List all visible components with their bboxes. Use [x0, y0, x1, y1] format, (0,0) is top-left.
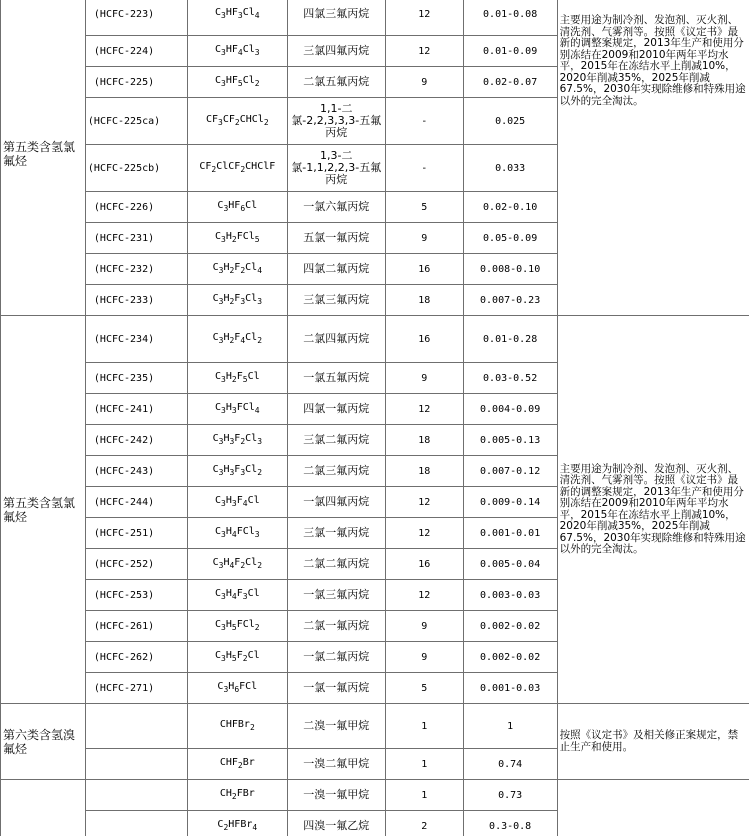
odp-range: 0.73 — [463, 780, 557, 811]
chemical-name: 四氯二氟丙烷 — [287, 254, 385, 285]
substance-code — [85, 780, 187, 811]
chemical-formula: CHFBr$_2$ — [187, 704, 287, 749]
odp-range: 0.007-0.12 — [463, 456, 557, 487]
substance-code: (HCFC-244) — [85, 487, 187, 518]
chemical-formula: $C_3H_3FCl_4$ — [187, 394, 287, 425]
chemical-name: 四溴一氟乙烷 — [287, 811, 385, 836]
policy-note: 按照《议定书》及相关修正案规定，禁止生产和使用。 — [557, 704, 749, 780]
odp-isomer-count: 12 — [385, 0, 463, 36]
chemical-formula: $CF_2ClCF_2CHClF$ — [187, 145, 287, 192]
odp-range: 0.3-0.8 — [463, 811, 557, 836]
chemical-name: 五氯一氟丙烷 — [287, 223, 385, 254]
odp-isomer-count: 16 — [385, 316, 463, 363]
chemical-formula: $C_3H_4F_2Cl_2$ — [187, 549, 287, 580]
substance-code: (HCFC-253) — [85, 580, 187, 611]
odp-isomer-count: 12 — [385, 394, 463, 425]
odp-range: 0.02-0.07 — [463, 67, 557, 98]
chemical-formula: $C_3H_4F_3Cl$ — [187, 580, 287, 611]
chemical-formula: $C_3H_4FCl_3$ — [187, 518, 287, 549]
odp-range: 0.007-0.23 — [463, 285, 557, 316]
chemical-name: 四氯三氟丙烷 — [287, 0, 385, 36]
odp-range: 0.05-0.09 — [463, 223, 557, 254]
table-row — [1, 704, 749, 749]
odp-range: 0.74 — [463, 749, 557, 780]
table-row — [1, 0, 749, 36]
odp-range: 0.033 — [463, 145, 557, 192]
odp-isomer-count: - — [385, 145, 463, 192]
odp-isomer-count: 18 — [385, 285, 463, 316]
substance-code: (HCFC-224) — [85, 36, 187, 67]
chemical-name: 一氯一氟丙烷 — [287, 673, 385, 704]
substance-code: (HCFC-262) — [85, 642, 187, 673]
chemical-name: 二氯一氟丙烷 — [287, 611, 385, 642]
substance-code: (HCFC-271) — [85, 673, 187, 704]
chemical-formula: $C_3H_5FCl_2$ — [187, 611, 287, 642]
odp-range: 0.001-0.01 — [463, 518, 557, 549]
category-cell — [1, 780, 86, 836]
substance-code — [85, 749, 187, 780]
substance-code: (HCFC-251) — [85, 518, 187, 549]
chemical-formula: $CHF_2Br$ — [187, 749, 287, 780]
chemical-formula: $C_3HF_3Cl_4$ — [187, 0, 287, 36]
table-row — [1, 316, 749, 363]
odp-isomer-count: 12 — [385, 487, 463, 518]
substance-code: (HCFC-232) — [85, 254, 187, 285]
substance-code: (HCFC-225ca) — [85, 98, 187, 145]
substance-code: (HCFC-226) — [85, 192, 187, 223]
chemical-formula: $C_3H_2FCl_5$ — [187, 223, 287, 254]
substance-code: (HCFC-243) — [85, 456, 187, 487]
odp-range: 0.01-0.08 — [463, 0, 557, 36]
odp-range: 0.005-0.04 — [463, 549, 557, 580]
odp-range: 0.01-0.28 — [463, 316, 557, 363]
odp-isomer-count: 12 — [385, 518, 463, 549]
chemical-formula: $C_3H_2F_2Cl_4$ — [187, 254, 287, 285]
substance-code: (HCFC-233) — [85, 285, 187, 316]
odp-isomer-count: 12 — [385, 36, 463, 67]
odp-range: 1 — [463, 704, 557, 749]
odp-isomer-count: 1 — [385, 780, 463, 811]
chemical-formula: $CF_3CF_2CHCl_2$ — [187, 98, 287, 145]
substance-code: (HCFC-225) — [85, 67, 187, 98]
odp-range: 0.008-0.10 — [463, 254, 557, 285]
category-cell: 第五类含氢氯氟烃 — [1, 316, 86, 704]
policy-note: 主要用途为制冷剂、发泡剂、灭火剂、清洗剂、气雾剂等。按照《议定书》最新的调整案规定，2013年生产和使用分别冻结在2009和2010年两年平均水平，2015年在冻结水平上削减10%，2020年削减35%，2025年削减67.5%，2030年实现除维修和特殊用途以外的完全淘汰。 — [557, 0, 749, 316]
policy-note — [557, 780, 749, 836]
odp-range: 0.025 — [463, 98, 557, 145]
chemical-name: 二氯三氟丙烷 — [287, 456, 385, 487]
substance-code: (HCFC-235) — [85, 363, 187, 394]
category-cell: 第五类含氢氯氟烃 — [1, 0, 86, 316]
odp-isomer-count: 9 — [385, 642, 463, 673]
odp-isomer-count: 5 — [385, 673, 463, 704]
odp-isomer-count: 18 — [385, 425, 463, 456]
chemical-name: 一氯四氟丙烷 — [287, 487, 385, 518]
odp-isomer-count: 18 — [385, 456, 463, 487]
chemical-name: 一氯二氟丙烷 — [287, 642, 385, 673]
chemical-name: 1,1-二氯-2,2,3,3,3-五氟丙烷 — [287, 98, 385, 145]
odp-isomer-count: 5 — [385, 192, 463, 223]
table-row — [1, 780, 749, 811]
odp-range: 0.005-0.13 — [463, 425, 557, 456]
chemical-name: 一氯五氟丙烷 — [287, 363, 385, 394]
chemical-formula: $C_3H_3F_3Cl_2$ — [187, 456, 287, 487]
odp-isomer-count: 12 — [385, 580, 463, 611]
odp-isomer-count: 2 — [385, 811, 463, 836]
substance-code — [85, 704, 187, 749]
chemical-formula: $C_3HF_6Cl$ — [187, 192, 287, 223]
chemical-formula: $C_3H_2F_5Cl$ — [187, 363, 287, 394]
table-body — [1, 0, 749, 836]
odp-isomer-count: 16 — [385, 254, 463, 285]
odp-isomer-count: 9 — [385, 363, 463, 394]
chemical-name: 一溴二氟甲烷 — [287, 749, 385, 780]
chemical-name: 二氯二氟丙烷 — [287, 549, 385, 580]
odp-range: 0.03-0.52 — [463, 363, 557, 394]
chemical-formula: $C_3H_2F_3Cl_3$ — [187, 285, 287, 316]
chemical-name: 三氯四氟丙烷 — [287, 36, 385, 67]
odp-range: 0.002-0.02 — [463, 642, 557, 673]
odp-range: 0.004-0.09 — [463, 394, 557, 425]
substance-code: (HCFC-252) — [85, 549, 187, 580]
chemical-formula: $C_2HFBr_4$ — [187, 811, 287, 836]
chemical-formula: $CH_2FBr$ — [187, 780, 287, 811]
chemical-name: 三氯二氟丙烷 — [287, 425, 385, 456]
chemical-formula: $C_3H_5F_2Cl$ — [187, 642, 287, 673]
odp-range: 0.001-0.03 — [463, 673, 557, 704]
substance-code: (HCFC-241) — [85, 394, 187, 425]
odp-isomer-count: 9 — [385, 223, 463, 254]
odp-range: 0.02-0.10 — [463, 192, 557, 223]
odp-range: 0.003-0.03 — [463, 580, 557, 611]
chemical-name: 一氯六氟丙烷 — [287, 192, 385, 223]
odp-range: 0.002-0.02 — [463, 611, 557, 642]
chemical-name: 二溴一氟甲烷 — [287, 704, 385, 749]
chemical-name: 1,3-二氯-1,1,2,2,3-五氟丙烷 — [287, 145, 385, 192]
odp-range: 0.009-0.14 — [463, 487, 557, 518]
chemical-name: 一氯三氟丙烷 — [287, 580, 385, 611]
chemical-formula: $C_3HF_4Cl_3$ — [187, 36, 287, 67]
substance-code: (HCFC-231) — [85, 223, 187, 254]
substance-code: (HCFC-261) — [85, 611, 187, 642]
chemical-name: 二氯五氟丙烷 — [287, 67, 385, 98]
chemical-name: 四氯一氟丙烷 — [287, 394, 385, 425]
odp-isomer-count: 1 — [385, 749, 463, 780]
odp-isomer-count: 1 — [385, 704, 463, 749]
substance-code: (HCFC-234) — [85, 316, 187, 363]
chemical-formula: $C_3HF_5Cl_2$ — [187, 67, 287, 98]
odp-isomer-count: 16 — [385, 549, 463, 580]
odp-isomer-count: - — [385, 98, 463, 145]
chemical-formula: $C_3H_6FCl$ — [187, 673, 287, 704]
substance-code: (HCFC-242) — [85, 425, 187, 456]
chemical-name: 一溴一氟甲烷 — [287, 780, 385, 811]
substance-code — [85, 811, 187, 836]
chemical-formula: $C_3H_3F_4Cl$ — [187, 487, 287, 518]
odp-isomer-count: 9 — [385, 611, 463, 642]
chemical-name: 三氯三氟丙烷 — [287, 285, 385, 316]
chemical-formula: $C_3H_2F_4Cl_2$ — [187, 316, 287, 363]
substance-code: (HCFC-225cb) — [85, 145, 187, 192]
chemical-name: 二氯四氟丙烷 — [287, 316, 385, 363]
chemical-name: 三氯一氟丙烷 — [287, 518, 385, 549]
odp-range: 0.01-0.09 — [463, 36, 557, 67]
policy-note: 主要用途为制冷剂、发泡剂、灭火剂、清洗剂、气雾剂等。按照《议定书》最新的调整案规定，2013年生产和使用分别冻结在2009和2010年两年平均水平，2015年在冻结水平上削减10%，2020年削减35%，2025年削减67.5%，2030年实现除维修和特殊用途以外的完全淘汰。 — [557, 316, 749, 704]
chemical-formula: $C_3H_3F_2Cl_3$ — [187, 425, 287, 456]
category-cell: 第六类含氢溴氟烃 — [1, 704, 86, 780]
substance-code: (HCFC-223) — [85, 0, 187, 36]
odp-isomer-count: 9 — [385, 67, 463, 98]
